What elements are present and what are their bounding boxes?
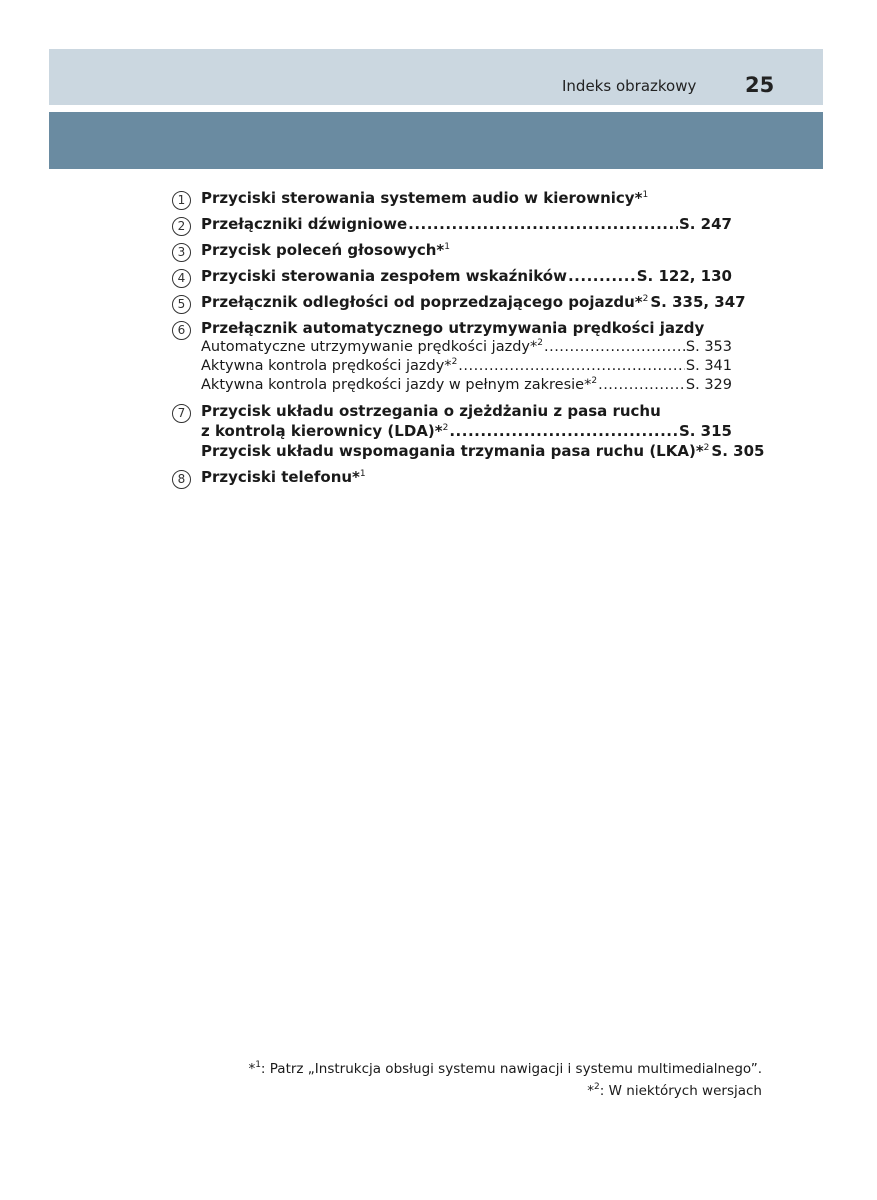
item-line (201, 467, 732, 487)
item-number: 8 (172, 470, 191, 489)
item-number: 3 (172, 243, 191, 262)
section-title: Indeks obrazkowy (562, 77, 697, 95)
footnote-1: *$^1$: Patrz „Instrukcja obsługi systemu nawigacji i systemu multimedialnego”. (248, 1060, 762, 1077)
page-ref: S. 315 (678, 422, 732, 440)
footnote-ref: 1 (642, 190, 649, 200)
item-text: Przycisk układu wspomagania trzymania pasa ruchu (LKA)*$^2$ (201, 442, 710, 460)
item-number: 1 (172, 191, 191, 210)
item-number: 2 (172, 217, 191, 236)
item-line (201, 266, 732, 286)
item-line (201, 441, 765, 461)
item-text: Przyciski sterowania zespołem wskaźników (201, 267, 567, 285)
page-ref: S. 335, 347 (650, 293, 746, 311)
page-ref: S. 122, 130 (636, 267, 732, 285)
footnote-ref: 1 (444, 242, 451, 252)
page-ref: S. 353 (685, 339, 732, 355)
item-line (201, 421, 732, 441)
item-line (201, 292, 746, 312)
item-text: Przycisk układu ostrzegania o zjeżdżaniu z pasa ruchu (201, 402, 661, 420)
item-line (201, 240, 732, 260)
list-item (172, 292, 746, 312)
item-subline (201, 357, 732, 376)
item-text: Aktywna kontrola prędkości jazdy*$^2$ (201, 357, 458, 374)
footnote-ref: 2 (442, 423, 449, 433)
page-ref: S. 305 (711, 442, 765, 460)
list-item (172, 240, 732, 260)
dot-leader (449, 421, 678, 441)
item-number: 4 (172, 269, 191, 288)
item-line (201, 401, 732, 421)
footnote-2: *$^2$: W niektórych wersjach (587, 1082, 762, 1099)
item-text: Automatyczne utrzymywanie prędkości jazdy*$^2$ (201, 338, 543, 355)
page-ref: S. 341 (685, 358, 732, 374)
item-text: Przyciski telefonu*$^1$ (201, 468, 366, 486)
list-item (172, 266, 732, 286)
item-text: Przycisk poleceń głosowych*$^1$ (201, 241, 451, 259)
item-text: Przełączniki dźwigniowe (201, 215, 408, 233)
header-bar (49, 49, 823, 105)
item-line (201, 214, 732, 234)
list-item (172, 214, 732, 234)
page-ref: S. 329 (685, 377, 732, 393)
dot-leader (598, 376, 685, 395)
item-text: Przełącznik automatycznego utrzymywania prędkości jazdy (201, 319, 705, 337)
item-line (201, 188, 732, 208)
dot-leader (458, 357, 685, 376)
footnote-ref: 2 (591, 376, 598, 386)
index-list (172, 188, 765, 493)
item-number: 5 (172, 295, 191, 314)
item-text: Przyciski sterowania systemem audio w kierownicy*$^1$ (201, 189, 649, 207)
item-subline (201, 376, 732, 395)
header-color-band (49, 112, 823, 169)
list-item (172, 318, 732, 395)
footnote-ref: 2 (451, 357, 458, 367)
item-line (201, 318, 732, 338)
list-item (172, 188, 732, 208)
page-ref: S. 247 (678, 215, 732, 233)
footnote-ref: 1 (359, 469, 366, 479)
dot-leader (544, 338, 685, 357)
dot-leader (408, 214, 678, 234)
item-number: 6 (172, 321, 191, 340)
item-text: Przełącznik odległości od poprzedzającego pojazdu*$^2$ (201, 293, 649, 311)
footnote-ref: 2 (642, 294, 649, 304)
item-number: 7 (172, 404, 191, 423)
footnote-ref: 2 (537, 338, 543, 348)
item-subline (201, 338, 732, 357)
list-item (172, 401, 765, 461)
footnote-ref: 2 (703, 443, 710, 453)
dot-leader (568, 266, 636, 286)
item-text: Aktywna kontrola prędkości jazdy w pełnym zakresie*$^2$ (201, 376, 598, 393)
item-text: z kontrolą kierownicy (LDA)*$^2$ (201, 422, 449, 440)
list-item (172, 467, 732, 487)
page-number: 25 (745, 73, 775, 97)
